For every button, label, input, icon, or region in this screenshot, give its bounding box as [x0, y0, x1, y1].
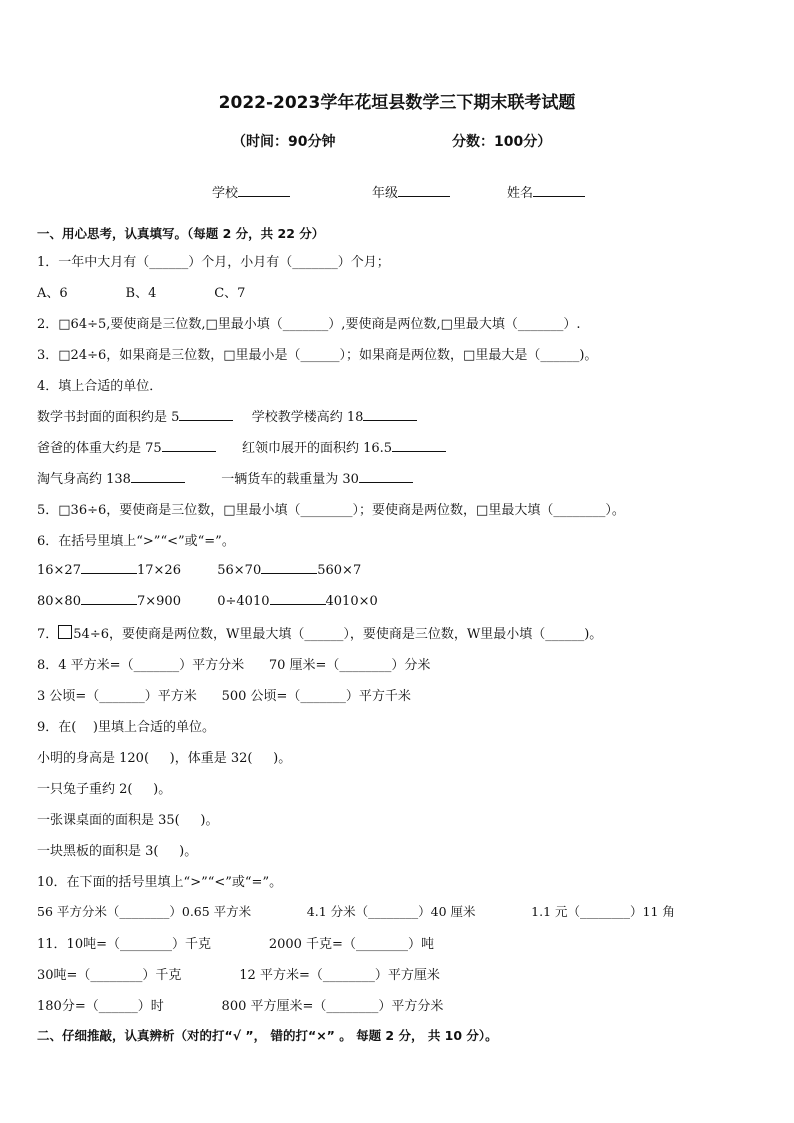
expr: 16×27 [37, 563, 81, 578]
q4-item-c: 爸爸的体重大约是 75 [37, 441, 162, 456]
q4-item-a: 数学书封面的面积约是 5 [37, 410, 180, 425]
name-blank[interactable] [533, 184, 585, 197]
exam-time: （时间：90分钟 [232, 134, 336, 150]
question-11-line-3: 180分=（______）时 800 平方厘米=（________）平方分米 [37, 999, 444, 1014]
question-9-line-3: 一张课桌面的面积是 35( )。 [37, 813, 219, 828]
school-blank[interactable] [238, 184, 290, 197]
answer-blank[interactable] [162, 439, 216, 452]
q4-item-d: 红领巾展开的面积约 16.5 [241, 441, 393, 456]
expr: 560×7 [317, 563, 362, 578]
q4-item-f: 一辆货车的载重量为 30 [221, 472, 359, 487]
grade-label: 年级 [372, 186, 399, 201]
exam-score: 分数：100分） [452, 134, 552, 150]
question-2: 2．□64÷5,要使商是三位数,□里最小填（_______）,要使商是两位数,□里最大填（_______）. [37, 317, 581, 332]
q7-number: 7． [37, 627, 59, 642]
question-9-line-1: 小明的身高是 120( )，体重是 32( )。 [37, 751, 292, 766]
question-8-line-2: 3 公顷=（_______）平方米 500 公顷=（_______）平方千米 [37, 689, 411, 704]
question-9-line-4: 一块黑板的面积是 3( )。 [37, 844, 198, 859]
question-7 [37, 623, 602, 642]
question-9-line-2: 一只兔子重约 2( )。 [37, 782, 172, 797]
question-4-line-1 [37, 406, 417, 425]
answer-blank[interactable] [270, 592, 326, 605]
answer-blank[interactable] [81, 592, 137, 605]
answer-blank[interactable] [179, 408, 233, 421]
section1-heading: 一、用心思考，认真填写。（每题 2 分，共 22 分） [37, 226, 325, 241]
question-9: 9．在( )里填上合适的单位。 [37, 720, 215, 735]
section2-heading: 二、仔细推敲，认真辨析（对的打“√ ”， 错的打“×” 。 每题 2 分， 共 10 分）。 [37, 1028, 498, 1043]
name-label: 姓名 [507, 186, 534, 201]
question-10: 10．在下面的括号里填上“>”“<”或“=”。 [37, 875, 283, 890]
answer-blank[interactable] [392, 439, 446, 452]
question-3: 3．□24÷6，如果商是三位数，□里最小是（______）；如果商是两位数，□里最大是（______)。 [37, 348, 598, 363]
question-4-line-3 [37, 468, 413, 487]
question-6-row-1 [37, 561, 361, 578]
question-4: 4．填上合适的单位． [37, 379, 163, 394]
question-11-line-1: 11．10吨=（________）千克 2000 千克=（________）吨 [37, 937, 434, 952]
box-icon [58, 625, 72, 639]
question-6-row-2 [37, 592, 378, 609]
expr: 0÷4010 [217, 594, 270, 609]
question-8-line-1: 8．4 平方米=（_______）平方分米 70 厘米=（________）分米 [37, 658, 431, 673]
question-1-options: A、6 B、4 C、7 [37, 286, 246, 301]
grade-field[interactable] [372, 182, 450, 201]
answer-blank[interactable] [363, 408, 417, 421]
expr: 7×900 [136, 594, 181, 609]
expr: 56×70 [217, 563, 262, 578]
question-5: 5．□36÷6，要使商是三位数，□里最小填（________）；要使商是两位数，□里最大填（________）。 [37, 503, 625, 518]
school-field[interactable] [212, 182, 290, 201]
question-4-line-2 [37, 437, 446, 456]
question-6: 6．在括号里填上“>”“<”或“=”。 [37, 534, 235, 549]
expr: 4010×0 [325, 594, 378, 609]
answer-blank[interactable] [261, 561, 317, 574]
school-label: 学校 [212, 186, 239, 201]
answer-blank[interactable] [359, 470, 413, 483]
page-title: 2022-2023学年花垣县数学三下期末联考试题 [218, 93, 576, 113]
q7-text: 54÷6，要使商是两位数，W里最大填（______），要使商是三位数，W里最小填（______)。 [73, 627, 603, 642]
expr: 80×80 [37, 594, 81, 609]
question-10-line-1: 56 平方分米（________）0.65 平方米 4.1 分米（________）40 厘米 1.1 元（________）11 角 [37, 904, 675, 919]
question-11-line-2: 30吨=（________）千克 12 平方米=（________）平方厘米 [37, 968, 440, 983]
name-field[interactable] [507, 182, 585, 201]
q4-item-b: 学校教学楼高约 18 [251, 410, 364, 425]
question-1: 1．一年中大月有（______）个月，小月有（_______）个月； [37, 255, 390, 270]
q4-item-e: 淘气身高约 138 [37, 472, 131, 487]
grade-blank[interactable] [398, 184, 450, 197]
expr: 17×26 [136, 563, 181, 578]
answer-blank[interactable] [131, 470, 185, 483]
answer-blank[interactable] [81, 561, 137, 574]
